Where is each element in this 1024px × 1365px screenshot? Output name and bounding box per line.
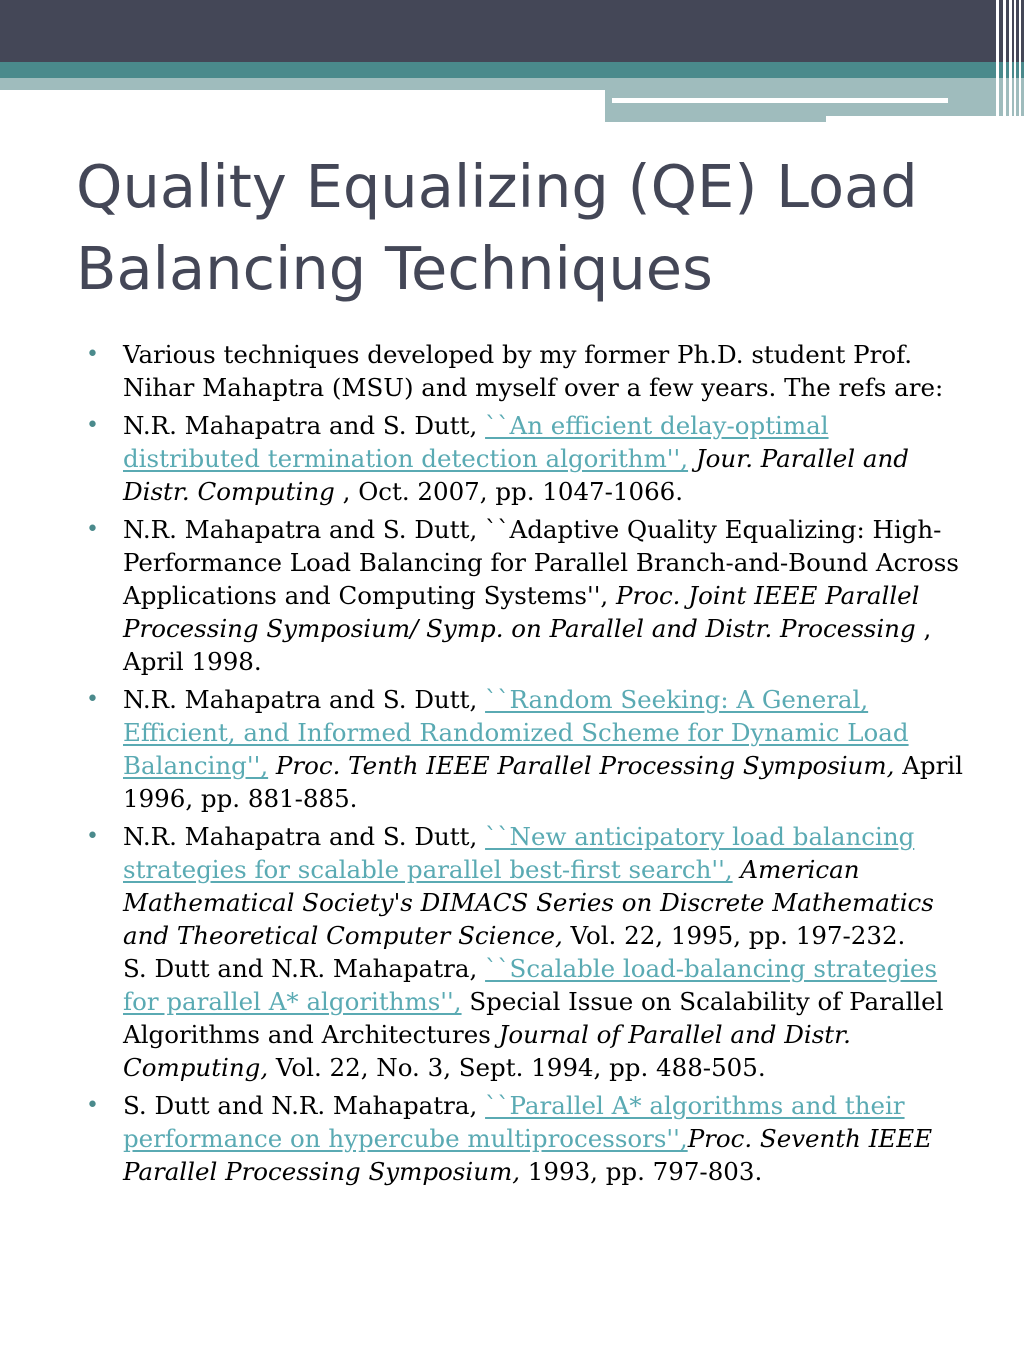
list-item	[86, 409, 966, 508]
ref-authors: N.R. Mahapatra and S. Dutt,	[123, 822, 486, 851]
slide-title	[76, 146, 976, 310]
ref-authors: S. Dutt and N.R. Mahapatra,	[123, 954, 486, 983]
bullet-icon: •	[86, 1093, 99, 1118]
title-line-1: Quality Equalizing (QE) Load	[76, 152, 918, 221]
ref-link-scalable-load-balancing[interactable]: ``Scalable load-balancing strategies for parallel A* algorithms'',	[123, 954, 938, 1016]
bullet-icon: •	[86, 687, 99, 712]
bullet-icon: •	[86, 413, 99, 438]
header-band-light	[0, 78, 1024, 90]
ref-details: , April 1998.	[123, 614, 932, 676]
sub-reference	[123, 952, 966, 1084]
header-accent-line	[612, 98, 948, 103]
ref-details: Vol. 22, No. 3, Sept. 1994, pp. 488-505.	[268, 1053, 766, 1082]
list-item	[86, 338, 966, 404]
bullet-icon: •	[86, 517, 99, 542]
ref-link-parallel-a-star[interactable]: ``Parallel A* algorithms and their performance on hypercube multiprocessors'',	[123, 1091, 905, 1153]
list-item	[86, 1089, 966, 1188]
ref-details: April 1996, pp. 881-885.	[123, 751, 963, 813]
ref-details: 1993, pp. 797-803.	[520, 1157, 763, 1186]
ref-venue: Proc. Seventh IEEE Parallel Processing Symposium,	[123, 1124, 933, 1186]
ref-link-random-seeking[interactable]: ``Random Seeking: A General, Efficient, and Informed Randomized Scheme for Dynamic Load Balancing'',	[123, 685, 909, 780]
ref-venue: American Mathematical Society's DIMACS Series on Discrete Mathematics and Theoretical Computer Science,	[123, 855, 934, 950]
title-line-2: Balancing Techniques	[76, 234, 713, 303]
list-item	[86, 513, 966, 678]
list-item	[86, 820, 966, 1084]
ref-venue: Proc. Tenth IEEE Parallel Processing Symposium,	[268, 751, 895, 780]
ref-details: Vol. 22, 1995, pp. 197-232.	[562, 921, 906, 950]
ref-venue: Journal of Parallel and Distr. Computing,	[123, 1020, 851, 1082]
header-band-dark	[0, 0, 1024, 62]
ref-venue: Proc. Joint IEEE Parallel Processing Symposium/ Symp. on Parallel and Distr. Processing	[123, 581, 920, 643]
intro-text: Various techniques developed by my former Ph.D. student Prof. Nihar Mahaptra (MSU) and myself over a few years. The refs are:	[123, 340, 944, 402]
bullet-icon: •	[86, 824, 99, 849]
ref-link-anticipatory-load-balancing[interactable]: ``New anticipatory load balancing strategies for scalable parallel best-first search'',	[123, 822, 915, 884]
header-band-teal	[0, 62, 1024, 78]
reference-list	[86, 338, 966, 1193]
ref-authors: N.R. Mahapatra and S. Dutt,	[123, 411, 486, 440]
list-item	[86, 683, 966, 815]
ref-authors: S. Dutt and N.R. Mahapatra,	[123, 1091, 486, 1120]
header-vertical-stripes	[992, 0, 1024, 122]
ref-authors: N.R. Mahapatra and S. Dutt,	[123, 515, 486, 544]
ref-venue: Jour. Parallel and Distr. Computing	[123, 444, 909, 506]
ref-details: , Oct. 2007, pp. 1047-1066.	[334, 477, 684, 506]
ref-title: ``Adaptive Quality Equalizing: High-Performance Load Balancing for Parallel Branch-and-Bound Across Applications and Computing Systems'',	[123, 515, 959, 610]
ref-authors: N.R. Mahapatra and S. Dutt,	[123, 685, 486, 714]
ref-link-termination-detection[interactable]: ``An efficient delay-optimal distributed termination detection algorithm'',	[123, 411, 829, 473]
ref-title: Special Issue on Scalability of Parallel Algorithms and Architectures	[123, 987, 944, 1049]
bullet-icon: •	[86, 342, 99, 367]
